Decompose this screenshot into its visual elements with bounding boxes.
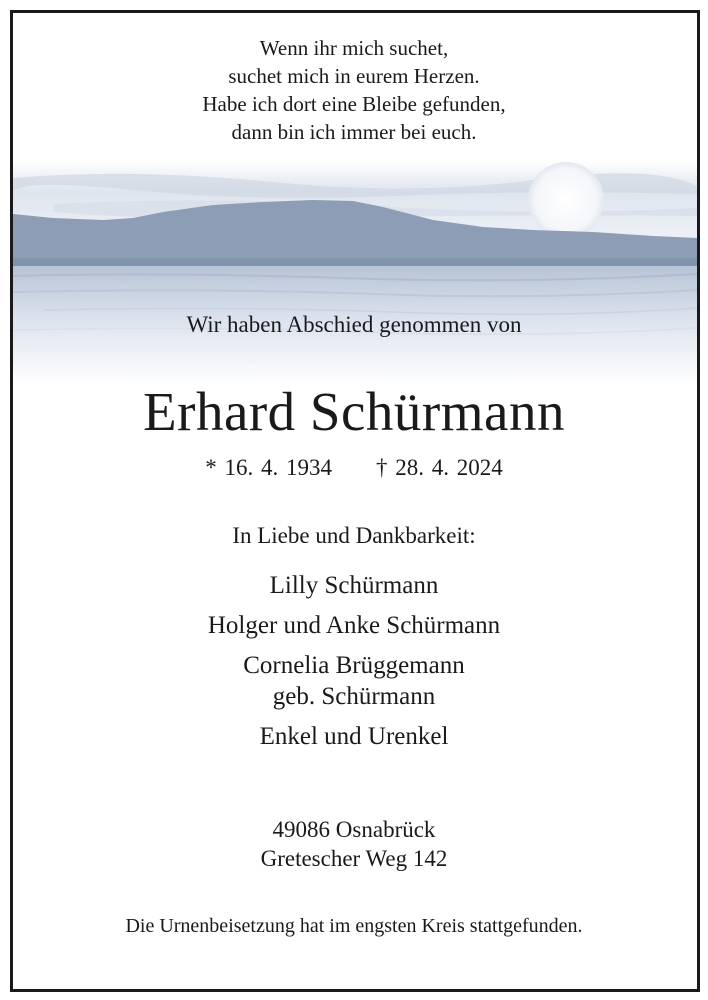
mourners-list [0, 570, 708, 761]
life-dates [0, 455, 708, 481]
deceased-name: Erhard Schürmann [143, 381, 565, 442]
mourner-entry [0, 570, 708, 601]
poem-line: Wenn ihr mich suchet, [259, 36, 449, 60]
mourner-line: Lilly Schürmann [269, 572, 439, 599]
poem-line: Habe ich dort eine Bleibe gefunden, [202, 92, 506, 116]
mourner-entry [0, 721, 708, 752]
birth-date: * 16. 4. 1934 [205, 455, 332, 480]
lake-landscape-image [13, 160, 697, 385]
poem-line: suchet mich in eurem Herzen. [228, 64, 480, 88]
poem [0, 34, 708, 146]
address-street: Gretescher Weg 142 [260, 846, 448, 871]
mourner-entry [0, 650, 708, 712]
address-city: 49086 Osnabrück [272, 817, 436, 842]
burial-note: Die Urnenbeisetzung hat im engsten Kreis stattgefunden. [125, 915, 583, 937]
mourners-intro: In Liebe und Dankbarkeit: [232, 523, 476, 548]
poem-line: dann bin ich immer bei euch. [231, 120, 477, 144]
mourner-line: geb. Schürmann [272, 683, 436, 710]
farewell-announcement: Wir haben Abschied genommen von [186, 312, 522, 337]
death-date: † 28. 4. 2024 [376, 455, 503, 480]
mourner-line: Holger und Anke Schürmann [207, 612, 501, 639]
mourner-entry [0, 610, 708, 641]
mourner-line: Cornelia Brüggemann [243, 652, 465, 679]
address-block [0, 815, 708, 873]
mourner-line: Enkel und Urenkel [259, 723, 449, 750]
